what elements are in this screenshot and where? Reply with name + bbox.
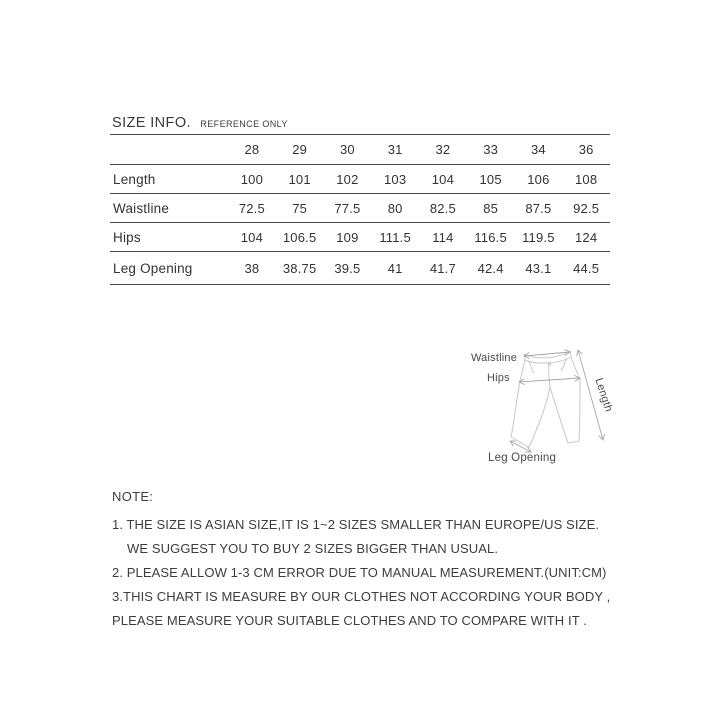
table-header-row bbox=[110, 135, 610, 165]
table-cell: 38.75 bbox=[282, 260, 317, 276]
table-cell: 111.5 bbox=[379, 229, 411, 245]
row-label: Length bbox=[113, 171, 156, 187]
table-cell: 100 bbox=[240, 171, 264, 187]
table-cell: 103 bbox=[383, 171, 407, 187]
row-label: Hips bbox=[113, 229, 141, 245]
note-line: PLEASE MEASURE YOUR SUITABLE CLOTHES AND TO COMPARE WITH IT . bbox=[112, 613, 587, 628]
table-cell: 87.5 bbox=[525, 200, 552, 216]
table-cell: 104 bbox=[431, 171, 455, 187]
note-line: WE SUGGEST YOU TO BUY 2 SIZES BIGGER THAN USUAL. bbox=[127, 541, 499, 556]
table-header-cell: 36 bbox=[578, 142, 594, 157]
table-row bbox=[110, 194, 610, 223]
table-header-cell: 28 bbox=[244, 142, 260, 157]
page-title-block bbox=[112, 114, 288, 132]
hips-label: Hips bbox=[487, 372, 510, 384]
table-cell: 39.5 bbox=[334, 260, 361, 276]
table-cell: 85 bbox=[483, 200, 499, 216]
table-cell: 101 bbox=[288, 171, 311, 187]
row-label: Leg Opening bbox=[113, 260, 193, 276]
leg-opening-label: Leg Opening bbox=[488, 452, 557, 464]
table-cell: 105 bbox=[479, 171, 502, 187]
table-cell: 106.5 bbox=[282, 229, 317, 245]
table-cell: 108 bbox=[574, 171, 598, 187]
length-label: Length bbox=[592, 376, 615, 414]
row-label: Waistline bbox=[113, 200, 170, 216]
table-cell: 41.7 bbox=[429, 260, 456, 276]
table-cell: 102 bbox=[336, 171, 359, 187]
table-cell: 82.5 bbox=[429, 200, 456, 216]
table-header-cell: 33 bbox=[483, 142, 499, 157]
table-cell: 43.1 bbox=[525, 260, 552, 276]
table-cell: 75 bbox=[292, 200, 308, 216]
table-cell: 124 bbox=[574, 229, 598, 245]
waistline-arrow bbox=[524, 352, 570, 356]
table-cell: 114 bbox=[432, 229, 454, 245]
table-header-cell: 32 bbox=[435, 142, 451, 157]
table-cell: 42.4 bbox=[477, 260, 504, 276]
table-row bbox=[110, 223, 610, 252]
page-subtitle: REFERENCE ONLY bbox=[200, 119, 288, 129]
table-cell: 44.5 bbox=[573, 260, 600, 276]
note-line: 1. THE SIZE IS ASIAN SIZE,IT IS 1~2 SIZES SMALLER THAN EUROPE/US SIZE. bbox=[112, 517, 600, 532]
notes-heading: NOTE: bbox=[112, 489, 154, 504]
note-line: 2. PLEASE ALLOW 1-3 CM ERROR DUE TO MANUAL MEASUREMENT.(UNIT:CM) bbox=[112, 565, 607, 580]
size-table bbox=[110, 134, 610, 285]
table-header-cell: 31 bbox=[387, 142, 403, 157]
table-row bbox=[110, 252, 610, 285]
page-title: SIZE INFO. bbox=[112, 115, 191, 131]
table-cell: 38 bbox=[244, 260, 260, 276]
table-row bbox=[110, 165, 610, 194]
note-line: 3.THIS CHART IS MEASURE BY OUR CLOTHES NOT ACCORDING YOUR BODY , bbox=[112, 589, 611, 604]
table-cell: 77.5 bbox=[334, 200, 361, 216]
table-cell: 116.5 bbox=[474, 229, 507, 245]
table-header-cell: 29 bbox=[292, 142, 308, 157]
table-cell: 72.5 bbox=[238, 200, 265, 216]
table-cell: 80 bbox=[387, 200, 403, 216]
table-corner-cell bbox=[110, 135, 228, 165]
table-cell: 106 bbox=[527, 171, 550, 187]
waistline-label: Waistline bbox=[471, 352, 518, 364]
pants-outline bbox=[511, 351, 580, 447]
table-header-cell: 34 bbox=[530, 142, 546, 157]
table-cell: 119.5 bbox=[522, 229, 555, 245]
table-header-cell: 30 bbox=[339, 142, 355, 157]
table-cell: 41 bbox=[387, 260, 403, 276]
notes-section bbox=[112, 489, 632, 633]
table-cell: 109 bbox=[336, 229, 359, 245]
table-cell: 92.5 bbox=[573, 200, 600, 216]
table-cell: 104 bbox=[240, 229, 264, 245]
